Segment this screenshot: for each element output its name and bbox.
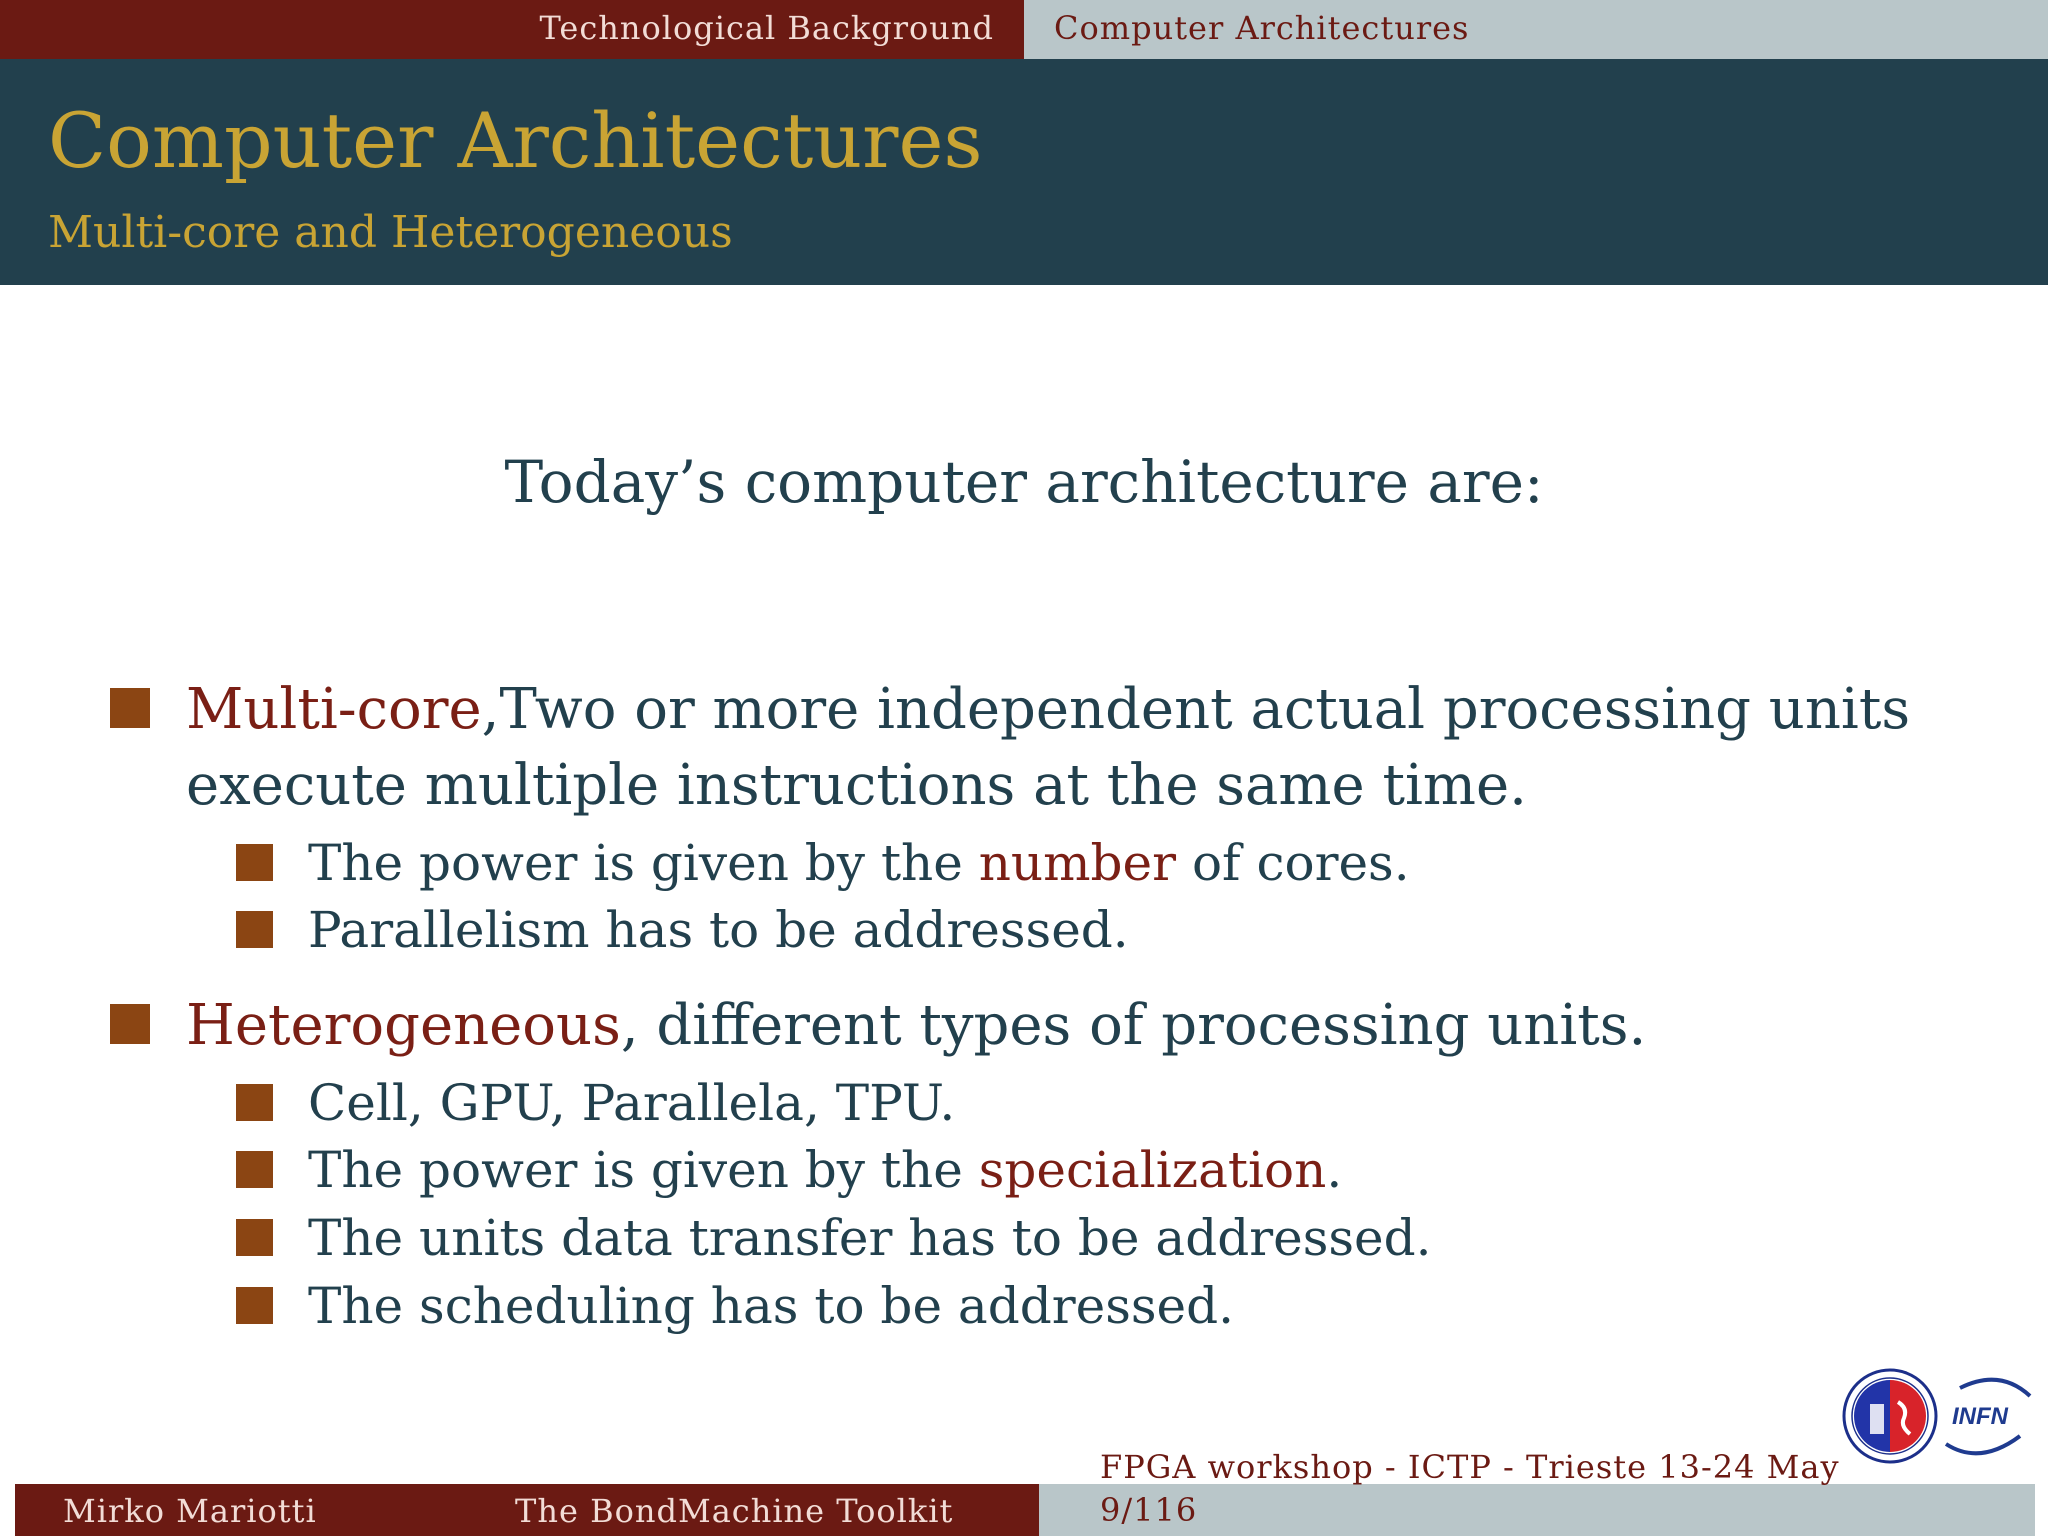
term-multicore: Multi-core: [186, 677, 482, 742]
footer-event: FPGA workshop - ICTP - Trieste 13-24 May: [1100, 1448, 1840, 1486]
sub-item-multicore-power: [308, 834, 1410, 892]
footer-author: Mirko Mariotti: [63, 1492, 317, 1530]
text: The power is given by the: [308, 834, 979, 892]
multicore-description: ,Two or more independent actual processing units: [481, 677, 1911, 742]
nav-section[interactable]: [0, 0, 1024, 59]
heterogeneous-description: , different types of processing units.: [620, 993, 1647, 1058]
university-seal-logo: [1842, 1368, 1938, 1464]
nav-section-label: Technological Background: [539, 9, 994, 47]
footer-page-number: 9/116: [1100, 1491, 1198, 1529]
nav-subsection[interactable]: [1024, 0, 2048, 59]
sub-item-data-transfer: The units data transfer has to be addressed.: [308, 1209, 1432, 1267]
sub-bullet-square-icon: [236, 1084, 273, 1121]
text: of cores.: [1176, 834, 1410, 892]
list-item-heterogeneous: [186, 993, 1647, 1058]
footer-author-bar: [15, 1484, 1039, 1536]
sub-bullet-square-icon: [236, 1287, 273, 1324]
sub-bullet-square-icon: [236, 911, 273, 948]
term-heterogeneous: Heterogeneous: [186, 993, 621, 1058]
slide-subtitle: Multi-core and Heterogeneous: [48, 207, 733, 258]
bullet-square-icon: [110, 688, 150, 728]
multicore-description-cont: execute multiple instructions at the same time.: [186, 753, 1527, 818]
slide-title: Computer Architectures: [48, 96, 983, 185]
top-navigation-bar: [0, 0, 2048, 59]
intro-text: Today’s computer architecture are:: [504, 448, 1544, 516]
term-number: number: [978, 834, 1177, 892]
sub-bullet-square-icon: [236, 844, 273, 881]
sub-bullet-square-icon: [236, 1151, 273, 1188]
text: .: [1326, 1141, 1343, 1199]
footer-talk-title: The BondMachine Toolkit: [515, 1492, 954, 1530]
slide-header: [0, 59, 2048, 285]
bullet-square-icon: [110, 1004, 150, 1044]
nav-subsection-label: Computer Architectures: [1054, 9, 1470, 47]
text: The power is given by the: [308, 1141, 979, 1199]
sub-item-scheduling: The scheduling has to be addressed.: [308, 1277, 1235, 1335]
sub-item-examples: Cell, GPU, Parallela, TPU.: [308, 1074, 956, 1132]
term-specialization: specialization: [978, 1141, 1327, 1199]
list-item-multicore: [186, 677, 1911, 742]
infn-logo: [1940, 1374, 2038, 1462]
infn-logo-text: INFN: [1952, 1403, 2008, 1430]
sub-item-specialization: [308, 1141, 1343, 1199]
sub-item-parallelism: Parallelism has to be addressed.: [308, 901, 1129, 959]
sub-bullet-square-icon: [236, 1219, 273, 1256]
